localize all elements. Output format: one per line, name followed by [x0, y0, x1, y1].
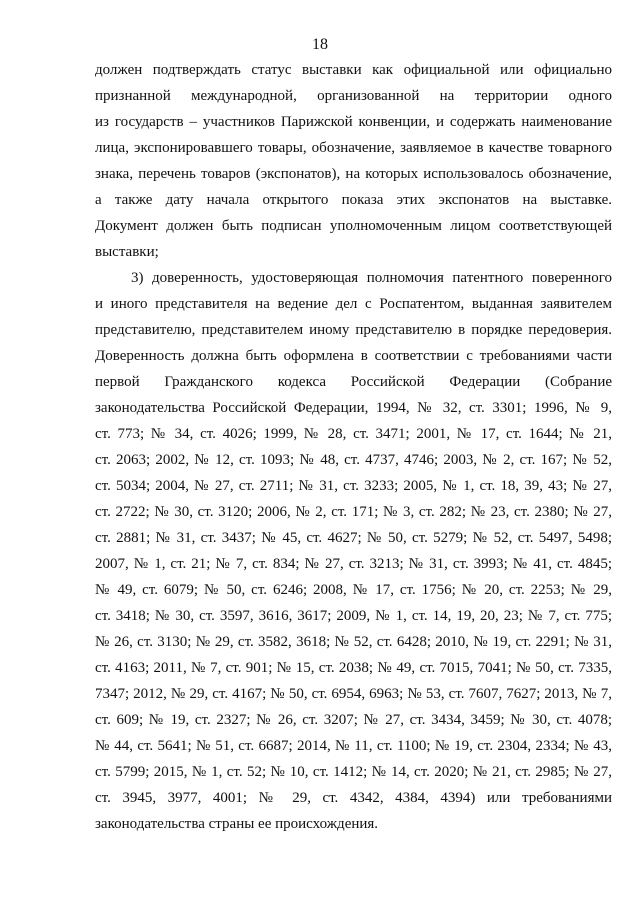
text-line: законодательства страны ее происхождения. — [95, 816, 379, 832]
text-line: 7347; 2012, № 29, ст. 4167; № 50, ст. 6954, 6963; № 53, ст. 7607, 7627; 2013, № 7, — [95, 686, 612, 702]
text-line: ст. 5799; 2015, № 1, ст. 52; № 10, ст. 1412; № 14, ст. 2020; № 21, ст. 2985; № 27, — [95, 764, 612, 780]
text-line: ст. 3418; № 30, ст. 3597, 3616, 3617; 2009, № 1, ст. 14, 19, 20, 23; № 7, ст. 775; — [95, 608, 612, 624]
text-line: Документ должен быть подписан уполномоченным лицом соответствующей — [95, 218, 612, 234]
text-line: ст. 2722; № 30, ст. 3120; 2006, № 2, ст. 171; № 3, ст. 282; № 23, ст. 2380; № 27, — [95, 504, 612, 520]
text-line: должен подтверждать статус выставки как официальной или официально — [95, 62, 612, 78]
text-line: и иного представителя на ведение дел с Роспатентом, выданная заявителем — [95, 296, 612, 312]
text-line: Доверенность должна быть оформлена в соответствии с требованиями части — [95, 348, 612, 364]
text-line: из государств – участников Парижской конвенции, и содержать наименование — [95, 114, 612, 130]
text-line: ст. 4163; 2011, № 7, ст. 901; № 15, ст. 2038; № 49, ст. 7015, 7041; № 50, ст. 7335, — [95, 660, 612, 676]
text-line: ст. 5034; 2004, № 27, ст. 2711; № 31, ст. 3233; 2005, № 1, ст. 18, 39, 43; № 27, — [95, 478, 612, 494]
text-line: а также дату начала открытого показа этих экспонатов на выставке. — [95, 192, 612, 208]
text-line: признанной международной, организованной на территории одного — [95, 88, 612, 104]
text-line: ст. 609; № 19, ст. 2327; № 26, ст. 3207; № 27, ст. 3434, 3459; № 30, ст. 4078; — [95, 712, 612, 728]
text-line: № 49, ст. 6079; № 50, ст. 6246; 2008, № 17, ст. 1756; № 20, ст. 2253; № 29, — [95, 582, 612, 598]
text-line: представителю, представителем иному представителю в порядке передоверия. — [95, 322, 612, 338]
page-number: 18 — [312, 36, 328, 53]
text-line: ст. 3945, 3977, 4001; № 29, ст. 4342, 4384, 4394) или требованиями — [95, 790, 612, 806]
text-line: первой Гражданского кодекса Российской Федерации (Собрание — [95, 374, 612, 390]
text-line: № 44, ст. 5641; № 51, ст. 6687; 2014, № 11, ст. 1100; № 19, ст. 2304, 2334; № 43, — [95, 738, 612, 754]
text-line: законодательства Российской Федерации, 1994, № 32, ст. 3301; 1996, № 9, — [95, 400, 612, 416]
text-line: 3) доверенность, удостоверяющая полномочия патентного поверенного — [131, 270, 612, 286]
text-line: № 26, ст. 3130; № 29, ст. 3582, 3618; № 52, ст. 6428; 2010, № 19, ст. 2291; № 31, — [95, 634, 612, 650]
text-line: 2007, № 1, ст. 21; № 7, ст. 834; № 27, ст. 3213; № 31, ст. 3993; № 41, ст. 4845; — [95, 556, 612, 572]
text-line: знака, перечень товаров (экспонатов), на которых использовалось обозначение, — [95, 166, 612, 182]
text-line: выставки; — [95, 244, 159, 260]
text-line: лица, экспонировавшего товары, обозначение, заявляемое в качестве товарного — [95, 140, 612, 156]
text-line: ст. 773; № 34, ст. 4026; 1999, № 28, ст. 3471; 2001, № 17, ст. 1644; № 21, — [95, 426, 612, 442]
text-line: ст. 2063; 2002, № 12, ст. 1093; № 48, ст. 4737, 4746; 2003, № 2, ст. 167; № 52, — [95, 452, 612, 468]
text-line: ст. 2881; № 31, ст. 3437; № 45, ст. 4627; № 50, ст. 5279; № 52, ст. 5497, 5498; — [95, 530, 612, 546]
